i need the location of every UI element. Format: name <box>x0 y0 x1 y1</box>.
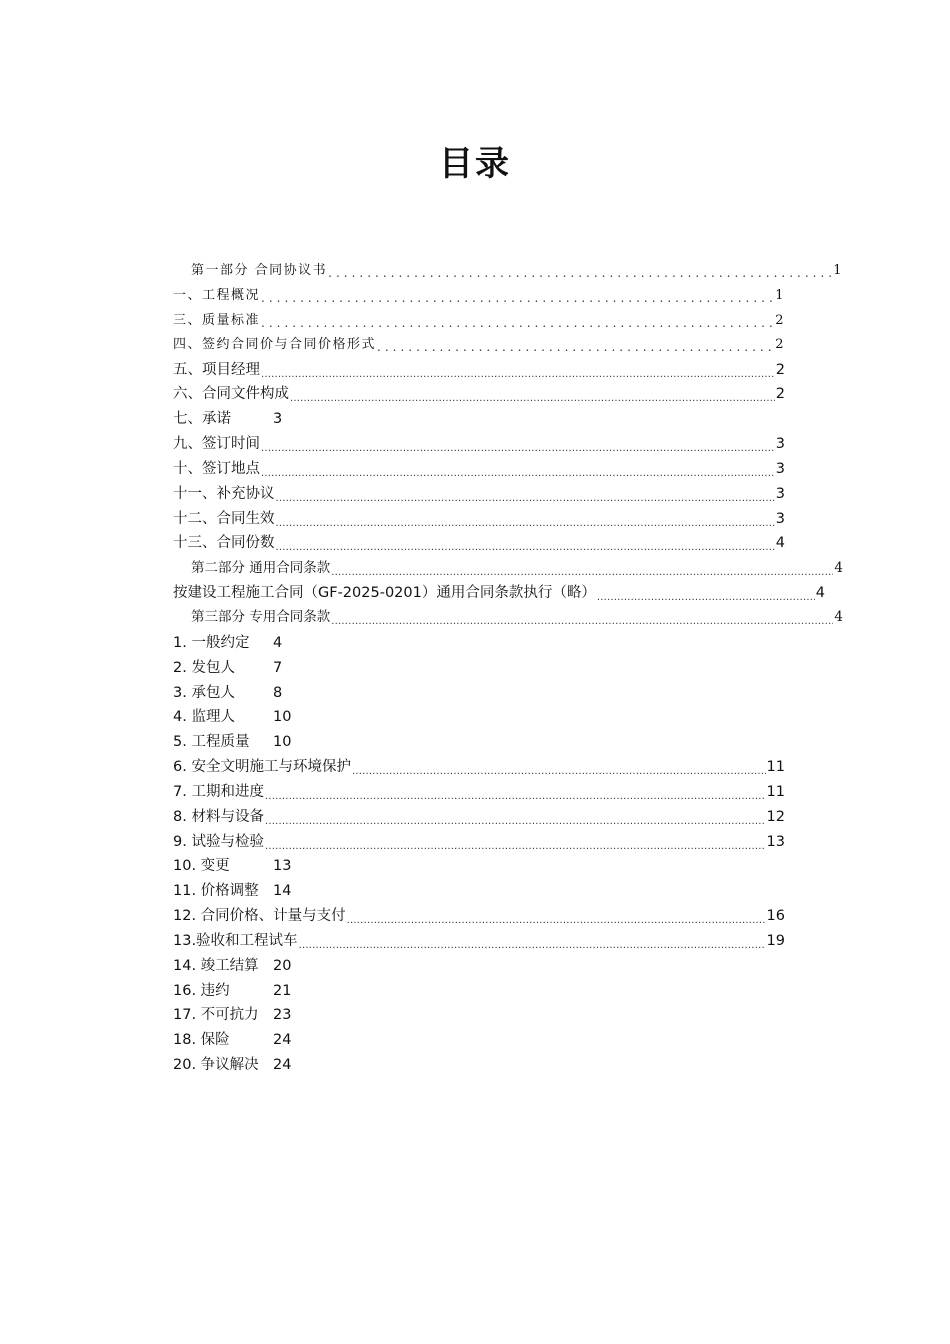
toc-dot-leader <box>347 912 766 927</box>
table-of-contents <box>173 258 843 1078</box>
toc-entry-label: 第三部分 专用合同条款 <box>191 609 331 626</box>
toc-dot-leader <box>290 390 775 405</box>
toc-entry[interactable] <box>173 556 843 581</box>
toc-entry-page-number: 13 <box>273 858 292 875</box>
toc-entry-page-number: 8 <box>273 684 283 701</box>
toc-entry-label: 九、签订时间 <box>173 436 260 453</box>
toc-entry[interactable] <box>173 631 833 656</box>
toc-entry[interactable] <box>173 680 833 705</box>
toc-entry[interactable] <box>173 1053 833 1078</box>
toc-entry[interactable] <box>173 432 785 457</box>
toc-entry-page-number: 14 <box>273 883 292 900</box>
toc-entry-page-number: 4 <box>775 535 785 552</box>
toc-dot-leader <box>331 614 833 628</box>
toc-entry[interactable] <box>173 854 833 879</box>
toc-entry[interactable] <box>173 829 785 854</box>
toc-entry-page-number: 4 <box>834 609 843 626</box>
toc-entry-label: 14. 竣工结算 <box>173 957 259 974</box>
toc-entry-page-number: 3 <box>775 485 785 502</box>
toc-entry[interactable] <box>173 407 833 432</box>
toc-entry-label: 第一部分 合同协议书 <box>191 262 328 278</box>
toc-entry-page-number: 16 <box>766 908 785 925</box>
toc-entry-page-number: 1 <box>833 262 843 278</box>
toc-entry[interactable] <box>173 457 785 482</box>
toc-dot-leader <box>328 267 832 280</box>
toc-entry-label: 五、项目经理 <box>173 361 260 378</box>
toc-entry-label: 5. 工程质量 <box>173 734 250 751</box>
toc-entry-page-number: 2 <box>775 312 785 328</box>
toc-entry-label: 9. 试验与检验 <box>173 833 264 850</box>
toc-entry-page-number: 4 <box>815 585 825 602</box>
toc-entry-label: 第二部分 通用合同条款 <box>191 559 331 576</box>
toc-entry-page-number: 4 <box>834 559 843 576</box>
toc-entry[interactable] <box>173 879 833 904</box>
toc-entry-page-number: 11 <box>766 759 785 776</box>
toc-entry-label: 七、承诺 <box>173 411 231 428</box>
toc-entry-label: 四、签约合同价与合同价格形式 <box>173 337 377 353</box>
toc-entry-label: 10. 变更 <box>173 858 230 875</box>
toc-entry-page-number: 10 <box>273 709 292 726</box>
toc-dot-leader <box>261 317 774 330</box>
toc-entry-page-number: 3 <box>775 510 785 527</box>
toc-entry[interactable] <box>173 929 785 954</box>
toc-entry-label: 13.验收和工程试车 <box>173 932 298 949</box>
toc-dot-leader <box>261 366 775 381</box>
toc-dot-leader <box>265 813 766 828</box>
toc-entry[interactable] <box>173 382 785 407</box>
toc-dot-leader <box>265 838 766 853</box>
toc-dot-leader <box>299 937 766 952</box>
toc-entry[interactable] <box>173 606 843 631</box>
toc-entry-page-number: 10 <box>273 734 292 751</box>
toc-dot-leader <box>276 490 775 505</box>
toc-entry-label: 7. 工期和进度 <box>173 783 264 800</box>
toc-entry-page-number: 2 <box>775 386 785 403</box>
toc-entry-label: 12. 合同价格、计量与支付 <box>173 908 346 925</box>
toc-entry[interactable] <box>173 954 833 979</box>
toc-entry-page-number: 23 <box>273 1007 292 1024</box>
toc-entry[interactable] <box>173 755 785 780</box>
toc-entry-label: 11. 价格调整 <box>173 883 259 900</box>
toc-entry-label: 六、合同文件构成 <box>173 386 289 403</box>
toc-entry-page-number: 20 <box>273 957 292 974</box>
toc-entry-label: 4. 监理人 <box>173 709 235 726</box>
toc-entry[interactable] <box>173 904 785 929</box>
toc-dot-leader <box>331 565 833 579</box>
toc-entry-page-number: 19 <box>766 932 785 949</box>
toc-entry-label: 2. 发包人 <box>173 659 235 676</box>
toc-entry[interactable] <box>173 506 785 531</box>
toc-entry[interactable] <box>173 805 785 830</box>
toc-dot-leader <box>276 515 775 530</box>
toc-entry-label: 17. 不可抗力 <box>173 1007 259 1024</box>
toc-dot-leader <box>261 292 774 305</box>
toc-entry-label: 8. 材料与设备 <box>173 808 264 825</box>
toc-entry-page-number: 21 <box>273 982 292 999</box>
toc-entry-label: 三、质量标准 <box>173 312 261 328</box>
toc-entry-page-number: 4 <box>273 634 283 651</box>
toc-entry-label: 3. 承包人 <box>173 684 235 701</box>
toc-entry-page-number: 3 <box>775 436 785 453</box>
toc-entry[interactable] <box>173 531 785 556</box>
toc-entry-label: 十一、补充协议 <box>173 485 275 502</box>
toc-entry[interactable] <box>173 308 785 333</box>
toc-entry-page-number: 24 <box>273 1057 292 1074</box>
toc-dot-leader <box>261 440 775 455</box>
toc-dot-leader <box>265 788 766 803</box>
toc-entry[interactable] <box>173 1028 833 1053</box>
toc-entry[interactable] <box>173 357 785 382</box>
toc-entry[interactable] <box>173 482 785 507</box>
toc-entry-page-number: 11 <box>766 783 785 800</box>
toc-entry-page-number: 7 <box>273 659 283 676</box>
toc-entry-page-number: 24 <box>273 1032 292 1049</box>
toc-entry[interactable] <box>173 581 825 606</box>
toc-entry-page-number: 2 <box>775 361 785 378</box>
toc-entry[interactable] <box>173 705 833 730</box>
toc-entry-label: 1. 一般约定 <box>173 634 250 651</box>
toc-entry[interactable] <box>173 1003 833 1028</box>
page-title: 目录 <box>439 144 511 184</box>
toc-dot-leader <box>352 763 766 778</box>
toc-entry-page-number: 3 <box>273 411 283 428</box>
toc-entry[interactable] <box>173 780 785 805</box>
toc-dot-leader <box>377 341 774 354</box>
toc-entry-page-number: 1 <box>775 287 785 303</box>
toc-entry-label: 按建设工程施工合同（GF-2025-0201）通用合同条款执行（略） <box>173 585 596 602</box>
toc-entry-label: 20. 争议解决 <box>173 1057 259 1074</box>
toc-entry-label: 十、签订地点 <box>173 460 260 477</box>
toc-entry-page-number: 2 <box>775 337 785 353</box>
toc-entry[interactable] <box>173 333 785 358</box>
toc-entry[interactable] <box>173 730 833 755</box>
toc-entry-page-number: 13 <box>766 833 785 850</box>
toc-entry-label: 6. 安全文明施工与环境保护 <box>173 759 351 776</box>
toc-entry-label: 一、工程概况 <box>173 287 261 303</box>
toc-entry[interactable] <box>173 258 843 283</box>
toc-entry-label: 18. 保险 <box>173 1032 230 1049</box>
toc-entry-label: 十二、合同生效 <box>173 510 275 527</box>
toc-dot-leader <box>597 589 815 604</box>
toc-entry[interactable] <box>173 283 785 308</box>
toc-entry[interactable] <box>173 656 833 681</box>
toc-entry-page-number: 12 <box>766 808 785 825</box>
toc-entry-page-number: 3 <box>775 460 785 477</box>
toc-dot-leader <box>261 465 775 480</box>
toc-entry[interactable] <box>173 978 833 1003</box>
toc-entry-label: 十三、合同份数 <box>173 535 275 552</box>
toc-entry-label: 16. 违约 <box>173 982 230 999</box>
toc-dot-leader <box>276 539 775 554</box>
